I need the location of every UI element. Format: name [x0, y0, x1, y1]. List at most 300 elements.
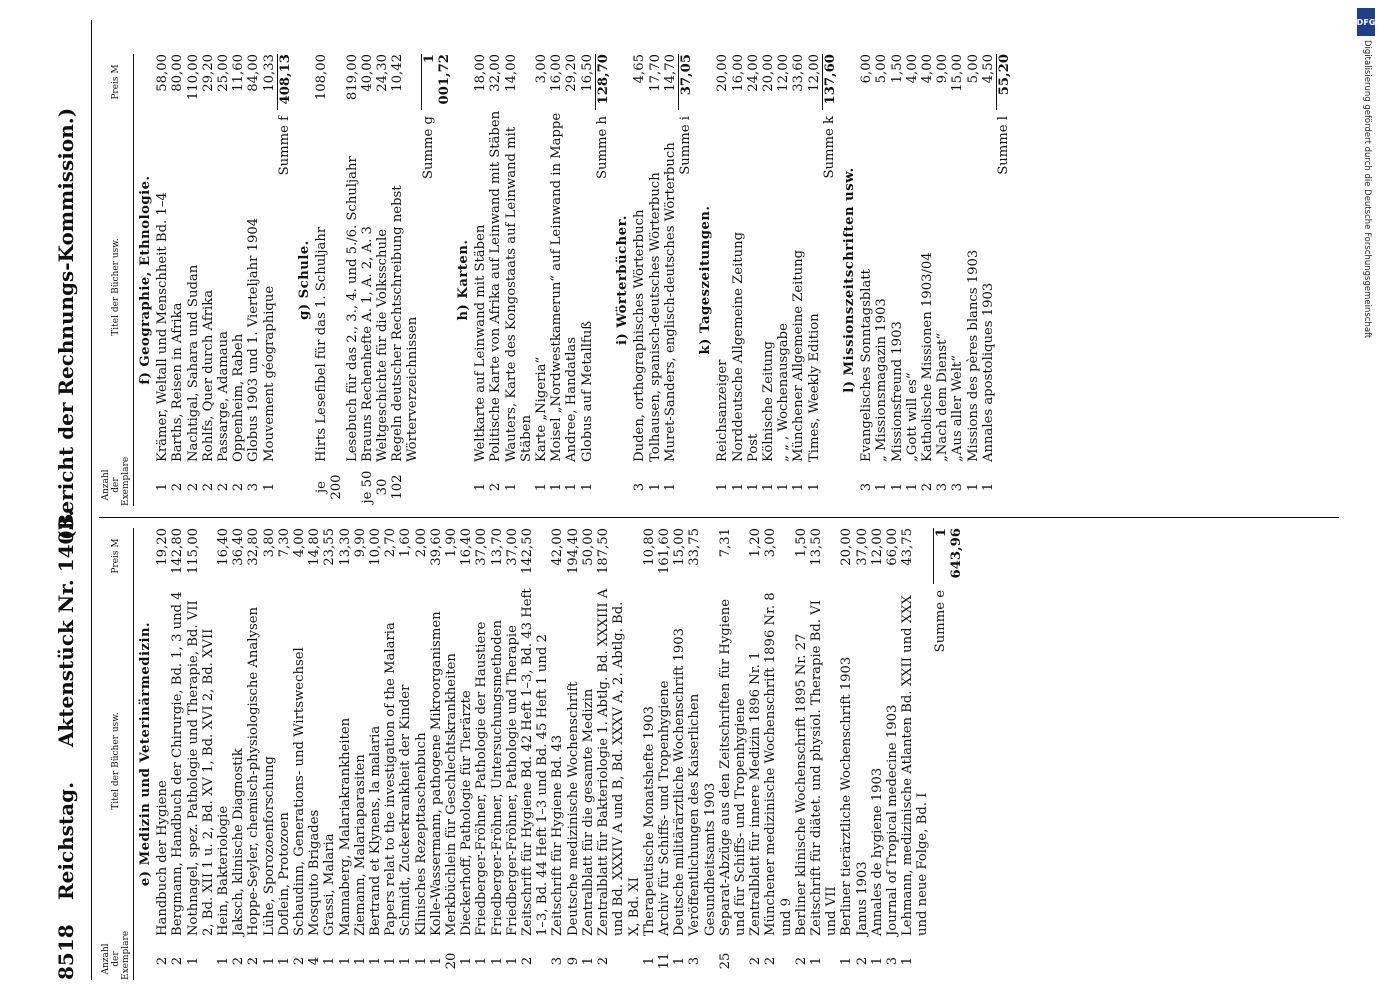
row-title: Friedberger-Fröhner, Pathologie und Therapie: [504, 625, 520, 936]
table-row: [642, 528, 657, 980]
row-price: 19,20: [155, 528, 171, 566]
row-price: 13,30: [337, 528, 353, 566]
sum-row: [678, 54, 694, 506]
right-column-header: [99, 54, 134, 506]
row-count: 1: [760, 482, 776, 492]
row-count: 1: [261, 956, 277, 966]
row-title: Globus 1903 und 1. Vierteljahr 1904: [246, 217, 262, 462]
row-title: Bertrand et Klynens, la malaria: [368, 725, 384, 936]
row-title: Zeitschrift für Hygiene Bd. 43: [550, 734, 566, 936]
row-title: Münchener Allgemeine Zeitung: [791, 249, 807, 462]
row-title: Lehmann, medizinische Atlanten Bd. XXII und XXX und neue Folge, Bd. I: [900, 595, 931, 936]
row-count: 1: [534, 482, 550, 492]
table-row: [368, 528, 383, 980]
rotated-sheet: [51, 20, 1351, 980]
row-title: Berliner tierärztliche Wochenschrift 1903: [839, 656, 855, 936]
sum-row: [822, 54, 838, 506]
section-block: [456, 54, 611, 506]
row-price: 17,70: [647, 54, 663, 92]
funding-note: [1356, 40, 1378, 740]
row-title: Krämer, Weltall und Menschheit Bd. 1–4: [155, 192, 171, 462]
row-count: 1: [503, 482, 519, 492]
row-title: Andree, Handatlas: [564, 336, 580, 462]
row-title: Annales de hygiene 1903: [869, 767, 885, 936]
table-row: [429, 528, 444, 980]
table-row: [935, 54, 950, 506]
table-row: [900, 528, 930, 980]
row-title: Mouvement géographique: [261, 285, 277, 462]
row-title: Janus 1903: [854, 861, 870, 936]
section-title: f) Geographie, Ethnologie.: [138, 175, 153, 385]
row-price: 12,00: [776, 54, 792, 92]
row-price: 16,40: [216, 528, 232, 566]
row-title: Berliner klinische Wochenschrift 1895 Nr. 27: [793, 633, 809, 936]
row-price: 1,90: [444, 528, 460, 558]
section-block: [297, 54, 452, 506]
row-count: 2: [763, 956, 779, 966]
row-count: 1: [337, 956, 353, 966]
row-price: 3,00: [763, 528, 779, 558]
row-title: Hoppe-Seyler, chemisch-physiologische Analysen: [246, 606, 262, 936]
table-row: [981, 54, 996, 506]
section-title: e) Medizin und Veterinärmedizin.: [138, 621, 153, 887]
count-header: Anzahl der Exemplare: [101, 930, 131, 980]
row-price: 108,00: [314, 54, 330, 101]
sum-label: Summe k: [821, 116, 837, 179]
row-price: 1,60: [398, 528, 414, 558]
row-price: 4,50: [980, 54, 996, 84]
row-price: 3,80: [261, 528, 277, 558]
row-count: 25: [717, 952, 733, 970]
sum-value: 1 001,72: [421, 54, 452, 110]
row-count: 1: [647, 482, 663, 492]
row-price: 10,33: [261, 54, 277, 92]
row-title: Schaudinn, Generations- und Wirtswechsel: [292, 647, 308, 936]
row-count: 2: [231, 956, 247, 966]
row-title: Dieckerhoff, Pathologie für Tierärzte: [459, 690, 475, 936]
sum-value: 55,20: [996, 54, 1012, 110]
row-title: Nachtigal, Sahara und Sudan: [185, 264, 201, 462]
table-row: [170, 528, 185, 980]
price-header: Preis M: [111, 64, 121, 100]
row-count: je 50: [359, 470, 375, 504]
row-title: Zentralblatt für innere Medizin 1896 Nr. 1: [748, 651, 764, 936]
row-price: 32,80: [246, 528, 262, 566]
section-title: g) Schule.: [297, 240, 313, 320]
right-column: [99, 54, 1012, 506]
row-price: 9,90: [352, 528, 368, 558]
row-title: Oppenheim, Rabeh: [231, 333, 247, 462]
table-row: [761, 54, 776, 506]
row-price: 66,00: [884, 528, 900, 566]
row-title: Archiv für Schiffs- und Tropenhygiene: [656, 680, 672, 936]
header-report: (Bericht der Rechnungs-Kommission.): [54, 107, 78, 540]
row-count: 2: [170, 482, 186, 492]
row-count: 1: [745, 482, 761, 492]
price-header: Preis M: [111, 538, 121, 574]
row-count: 4: [307, 956, 323, 966]
table-row: [383, 528, 398, 980]
row-title: Separat-Abzüge aus den Zeitschriften für Hygiene und für Schiffs- und Tropenhygiene: [717, 598, 748, 936]
row-count: 1: [276, 956, 292, 966]
row-title: Zentralblatt für die gesamte Medizin: [580, 688, 596, 936]
row-count: 1: [730, 482, 746, 492]
row-title: Deutsche medizinische Wochenschrift: [565, 681, 581, 936]
table-row: [246, 54, 261, 506]
table-row: [216, 54, 231, 506]
row-count: 1: [580, 956, 596, 966]
funding-note-text: Digitalisierung gefördert durch die Deutsche Forschungsgemeinschaft: [1362, 40, 1372, 339]
row-count: 1: [155, 482, 171, 492]
row-count: 1: [839, 956, 855, 966]
row-count: 1: [352, 956, 368, 966]
row-count: 1: [398, 956, 414, 966]
table-row: [549, 54, 564, 506]
table-row: [596, 528, 642, 980]
section-title: i) Wörterbücher.: [615, 215, 631, 345]
row-price: 16,50: [579, 54, 595, 92]
row-count: 1: [185, 956, 201, 966]
table-row: [338, 528, 353, 980]
row-count: 1: [641, 956, 657, 966]
table-row: [262, 54, 277, 506]
row-count: 1: [564, 482, 580, 492]
row-title: Veröffentlichungen des Kaiserlichen Gesundheitsamts 1903: [687, 693, 718, 936]
row-title: Handbuch der Hygiene: [155, 780, 171, 936]
row-count: 2: [170, 956, 186, 966]
row-count: 1: [368, 956, 384, 966]
table-row: [505, 528, 520, 980]
table-row: [859, 54, 874, 506]
row-title: Therapeutische Monatshefte 1903: [641, 705, 657, 936]
row-price: 2,00: [413, 528, 429, 558]
table-row: [262, 528, 277, 980]
chamber-label: Reichstag.: [54, 781, 78, 900]
sum-label: Summe i: [677, 116, 693, 175]
table-row: [488, 54, 503, 506]
row-title: Post: [745, 433, 761, 462]
row-title: Journal of Tropical medecine 1903: [884, 704, 900, 936]
table-row: [580, 54, 595, 506]
row-price: 29,20: [200, 54, 216, 92]
row-price: 16,40: [459, 528, 475, 566]
row-count: 1: [808, 956, 824, 966]
table-row: [307, 528, 322, 980]
row-title: Reichsanzeiger: [715, 359, 731, 462]
row-price: 110,00: [185, 54, 201, 101]
section-title: l) Missionszeitschriften usw.: [841, 167, 857, 393]
table-row: [345, 54, 360, 506]
row-price: 43,75: [900, 528, 916, 566]
row-count: 11: [656, 952, 672, 970]
row-price: 187,50: [596, 528, 612, 575]
row-count: 1: [474, 956, 490, 966]
row-title: Papers relat to the investigation of the Malaria: [383, 622, 399, 936]
row-title: Barths, Reisen in Afrika: [170, 302, 186, 462]
row-title: Evangelisches Sonntagsblatt: [859, 269, 875, 462]
row-count: 102: [390, 474, 406, 500]
row-count: 1: [413, 956, 429, 966]
header-chamber: [54, 509, 78, 900]
row-title: Politische Karte von Afrika auf Leinwand mit Stäben: [488, 110, 504, 462]
sum-value: 128,70: [595, 54, 611, 110]
table-row: [414, 528, 429, 980]
table-row: [375, 54, 390, 506]
table-row: [870, 528, 885, 980]
row-title: Schmidt, Zuckerkrankheit der Kinder: [398, 684, 414, 936]
table-row: [648, 54, 663, 506]
row-price: 37,00: [504, 528, 520, 566]
row-count: 1: [904, 482, 920, 492]
section-title: h) Karten.: [456, 239, 472, 321]
row-count: 9: [565, 956, 581, 966]
row-title: Ziemann, Malariaparasiten: [352, 754, 368, 936]
table-row: [474, 528, 489, 980]
table-row: [839, 528, 854, 980]
row-count: 2: [231, 482, 247, 492]
row-title: Lühe, Sporozoenforschung: [261, 756, 277, 936]
row-count: 1: [965, 482, 981, 492]
table-row: [718, 528, 748, 980]
sum-row: [996, 54, 1012, 506]
row-title: Jaksch, klinische Diagnostik: [231, 748, 247, 936]
left-column-header: [99, 528, 134, 980]
row-title: „Gott will es“: [904, 372, 920, 462]
row-price: 20,00: [839, 528, 855, 566]
row-title: Münchener medizinische Wochenschrift 1896 Nr. 8 und 9: [763, 592, 794, 936]
row-count: 2: [292, 956, 308, 966]
row-price: 13,70: [489, 528, 505, 566]
table-row: [966, 54, 981, 506]
row-count: 1: [579, 482, 595, 492]
row-count: 3: [859, 482, 875, 492]
row-count: 3: [550, 956, 566, 966]
row-title: Passarge, Adamaua: [216, 330, 232, 462]
row-count: 2: [596, 956, 612, 966]
sum-label: Summe g: [420, 116, 436, 179]
table-row: [794, 528, 809, 980]
table-row: [277, 528, 292, 980]
table-row: [155, 54, 170, 506]
table-row: [246, 528, 261, 980]
row-price: 33,75: [687, 528, 703, 566]
left-column: [99, 528, 964, 980]
row-title: Klinisches Rezepttaschenbuch: [413, 732, 429, 936]
sum-label: Summe f: [276, 116, 292, 176]
row-title: Times, Weekly Edition: [806, 313, 822, 462]
table-row: [731, 54, 746, 506]
row-count: 20: [444, 952, 460, 970]
row-price: 161,60: [656, 528, 672, 575]
row-price: 11,60: [231, 54, 247, 92]
table-row: [791, 54, 806, 506]
row-price: 24,00: [745, 54, 761, 92]
row-title: „Aus aller Welt“: [950, 355, 966, 462]
row-title: Missions des pères blancs 1903: [965, 249, 981, 462]
sum-value: 408,13: [277, 54, 293, 110]
row-price: 80,00: [170, 54, 186, 92]
table-row: [890, 54, 905, 506]
row-price: 4,00: [904, 54, 920, 84]
row-count: 1: [889, 482, 905, 492]
table-row: [776, 54, 791, 506]
row-count: 3: [950, 482, 966, 492]
row-price: 18,00: [473, 54, 489, 92]
row-title: Brauns Rechenhefte A. 1, A. 2, A. 3: [359, 226, 375, 462]
table-row: [216, 528, 231, 980]
table-row: [322, 528, 337, 980]
row-price: 29,20: [564, 54, 580, 92]
table-row: [170, 54, 185, 506]
row-title: Nothnagel, spez. Pathologie und Therapie, Bd. VII 2, Bd. XII 1 u. 2, Bd. XV 1, Bd. XVI 2, Bd. XVII: [185, 600, 216, 936]
row-price: 1,50: [889, 54, 905, 84]
table-row: [504, 54, 534, 506]
left-rows: [155, 528, 930, 980]
row-price: 7,30: [276, 528, 292, 558]
table-row: [353, 528, 368, 980]
row-price: 24,30: [375, 54, 391, 92]
sum-label: Summe l: [995, 116, 1011, 175]
row-count: 2: [246, 956, 262, 966]
sum-label: Summe h: [594, 116, 610, 180]
table-row: [155, 528, 170, 980]
table-row: [885, 528, 900, 980]
row-price: 5,00: [874, 54, 890, 84]
row-count: 1: [428, 956, 444, 966]
title-header: Titel der Bücher usw.: [111, 712, 121, 810]
row-count: 1: [459, 956, 475, 966]
row-title: Rohlfs, Quer durch Afrika: [200, 289, 216, 462]
table-row: [581, 528, 596, 980]
digitization-sidebar: [1356, 8, 1378, 998]
table-row: [672, 528, 687, 980]
row-count: 3: [687, 956, 703, 966]
row-title: Annales apostoliques 1903: [980, 282, 996, 462]
table-row: [807, 54, 822, 506]
sum-row: [595, 54, 611, 506]
row-title: Grassi, Malaria: [322, 833, 338, 936]
row-price: 15,00: [672, 528, 688, 566]
row-price: 37,00: [854, 528, 870, 566]
table-row: [186, 528, 216, 980]
row-title: Friedberger-Fröhner, Pathologie der Haustiere: [474, 621, 490, 936]
row-count: 2: [200, 482, 216, 492]
page-number: 8518: [54, 924, 78, 980]
document-label: Aktenstück Nr. 1403.: [54, 509, 78, 748]
row-price: 20,00: [715, 54, 731, 92]
row-title: Norddeutsche Allgemeine Zeitung: [730, 231, 746, 462]
row-title: Globus auf Metallfuß: [579, 320, 595, 462]
row-title: Duden, orthographisches Wörterbuch: [632, 209, 648, 462]
row-price: 7,31: [717, 528, 733, 558]
row-price: 16,00: [549, 54, 565, 92]
table-row: [473, 54, 488, 506]
row-price: 142,50: [520, 528, 536, 575]
table-row: [920, 54, 935, 506]
row-title: Doflein, Protozoen: [276, 812, 292, 936]
table-row: [459, 528, 474, 980]
sum-value: 37,05: [678, 54, 694, 110]
row-price: 84,00: [246, 54, 262, 92]
table-row: [390, 54, 420, 506]
row-price: 4,00: [919, 54, 935, 84]
table-row: [715, 54, 730, 506]
row-count: 1: [715, 482, 731, 492]
sum-row: [421, 54, 452, 506]
row-price: 36,40: [231, 528, 247, 566]
row-count: 1: [672, 956, 688, 966]
row-price: 10,42: [390, 54, 406, 92]
row-price: 4,65: [632, 54, 648, 84]
table-row: [534, 54, 549, 506]
row-title: Mannaberg, Malariakrankheiten: [337, 717, 353, 936]
row-title: Mosquito Brigades: [307, 809, 323, 936]
row-price: 115,00: [185, 528, 201, 575]
row-count: 1: [383, 956, 399, 966]
row-count: 1: [806, 482, 822, 492]
sum-label: Summe e: [932, 590, 948, 653]
table-row: [950, 54, 965, 506]
row-count: 1: [322, 956, 338, 966]
row-price: 3,00: [534, 54, 550, 84]
row-count: 1: [489, 956, 505, 966]
row-price: 819,00: [344, 54, 360, 101]
row-count: 1: [900, 956, 916, 966]
row-price: 4,00: [292, 528, 308, 558]
row-count: [345, 464, 360, 506]
row-price: 39,60: [428, 528, 444, 566]
row-price: 14,70: [662, 54, 678, 92]
section-block: [138, 54, 293, 506]
row-title: Moisel „Nordwestkamerun“ auf Leinwand in Mappe: [549, 112, 565, 462]
table-row: [632, 54, 647, 506]
row-title: Wauters, Karte des Kongostaats auf Leinwand mit Stäben: [503, 126, 534, 462]
page-header: [51, 20, 92, 980]
table-row: [657, 528, 672, 980]
row-count: 2: [854, 956, 870, 966]
row-title: „Nach dem Dienst“: [935, 332, 951, 462]
row-title: Kölnische Zeitung: [760, 341, 776, 462]
row-price: 13,50: [808, 528, 824, 566]
row-price: 32,00: [488, 54, 504, 92]
row-count: 2: [520, 956, 536, 966]
row-price: 50,00: [580, 528, 596, 566]
row-price: 10,00: [368, 528, 384, 566]
row-count: 3: [246, 482, 262, 492]
row-count: 2: [155, 956, 171, 966]
row-count: 1: [504, 956, 520, 966]
table-row: [855, 528, 870, 980]
row-count: 3: [632, 482, 648, 492]
row-title: Lesebuch für das 2., 3., 4. und 5./6. Schuljahr: [344, 156, 360, 462]
table-row: [687, 528, 717, 980]
table-row: [520, 528, 550, 980]
row-count: 2: [216, 482, 232, 492]
row-title: Kolle-Wassermann, pathogene Mikroorganismen: [428, 611, 444, 936]
row-title: Karte „Nigeria“: [534, 356, 550, 462]
row-title: „ „ , Wochenausgabe: [776, 323, 792, 462]
row-count: 1: [473, 482, 489, 492]
row-count: 2: [919, 482, 935, 492]
row-count: 1: [549, 482, 565, 492]
table-row: [314, 54, 344, 506]
row-title: Zentralblatt für Bakteriologie 1. Abtlg. Bd. XXXIII A und Bd. XXXIV A und B, Bd. XXXV A, 2. Abtlg. Bd. X, Bd. XI: [596, 588, 642, 936]
right-sections: [138, 54, 1012, 506]
row-price: 14,80: [307, 528, 323, 566]
row-count: 1: [776, 482, 792, 492]
sum-value: 137,60: [822, 54, 838, 110]
title-header: Titel der Bücher usw.: [111, 238, 121, 336]
